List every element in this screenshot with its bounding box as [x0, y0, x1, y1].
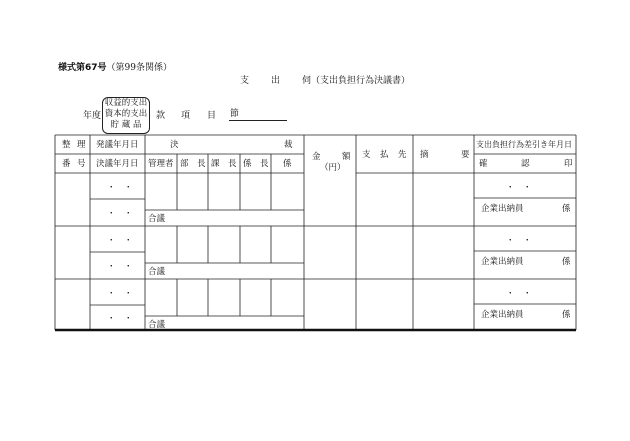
date-dots: ・ ・ — [107, 289, 133, 299]
kigyou-suitouin-label: 企業出納員 — [481, 204, 524, 214]
seiri-char-1: 整 — [62, 140, 71, 150]
tekiyou-char-1: 摘 — [420, 150, 429, 160]
kingaku-char-1: 金 — [312, 152, 321, 162]
sashihiki-header: 支出負担行為差引き年月日 — [476, 140, 572, 149]
date-dots: ・ ・ — [107, 314, 133, 324]
approver-kakari: 係 — [283, 159, 292, 169]
yen-label: （円） — [320, 163, 346, 173]
budget-type-stock: 貯 蔵 品 — [110, 120, 142, 130]
form-number-paren: （第99条関係） — [106, 63, 172, 73]
title-char-3: 伺 — [302, 76, 312, 86]
date-dots: ・ ・ — [107, 209, 133, 219]
tekiyou-char-2: 要 — [461, 150, 470, 160]
date-dots: ・ ・ — [506, 236, 532, 246]
bangou-char-2: 号 — [77, 159, 86, 169]
kou-label: 項 — [181, 111, 191, 121]
kakunin-char-1: 確 — [479, 159, 488, 169]
shiharaisaki-char-1: 支 — [362, 150, 371, 160]
ketsu-header: 決 — [170, 140, 179, 150]
kakunin-char-2: 認 — [521, 159, 530, 169]
kigyou-kakari-label: 係 — [562, 257, 571, 267]
moku-label: 目 — [207, 111, 217, 121]
kingaku-char-2: 額 — [342, 152, 351, 162]
ketsugi-date-header: 決議年月日 — [96, 159, 139, 169]
title-subtitle: （支出負担行為決議書） — [311, 76, 411, 86]
year-label: 年度 — [83, 111, 102, 121]
budget-type-revenue: 収益的支出 — [104, 98, 148, 108]
form-number-bold: 様式第67号 — [58, 63, 107, 73]
sai-header: 裁 — [284, 140, 293, 150]
kakunin-char-3: 印 — [564, 159, 573, 169]
setsu-label: 節 — [230, 109, 240, 119]
date-dots: ・ ・ — [506, 183, 532, 193]
title-char-2: 出 — [271, 76, 281, 86]
date-dots: ・ ・ — [107, 236, 133, 246]
kigyou-kakari-label: 係 — [562, 310, 571, 320]
kan-label: 款 — [156, 111, 166, 121]
goukei-label: 合議 — [148, 214, 166, 224]
shiharaisaki-char-2: 払 — [380, 150, 389, 160]
date-dots: ・ ・ — [107, 183, 133, 193]
approver-buchou: 部 長 — [180, 159, 206, 169]
kigyou-suitouin-label: 企業出納員 — [481, 257, 524, 267]
kigyou-suitouin-label: 企業出納員 — [481, 310, 524, 320]
goukei-label: 合議 — [148, 267, 166, 277]
approver-kakarichou: 係 長 — [243, 159, 269, 169]
approver-kanrisha: 管理者 — [148, 159, 174, 169]
shiharaisaki-char-3: 先 — [398, 150, 407, 160]
kigyou-kakari-label: 係 — [562, 204, 571, 214]
budget-type-capital: 資本的支出 — [104, 109, 148, 119]
date-dots: ・ ・ — [107, 262, 133, 272]
seiri-char-2: 理 — [77, 140, 86, 150]
goukei-label: 合議 — [148, 320, 166, 330]
hatsugi-date-header: 発議年月日 — [96, 140, 139, 150]
bangou-char-1: 番 — [62, 159, 71, 169]
approver-kachou: 課 長 — [211, 159, 237, 169]
title-char-1: 支 — [240, 76, 250, 86]
date-dots: ・ ・ — [506, 289, 532, 299]
